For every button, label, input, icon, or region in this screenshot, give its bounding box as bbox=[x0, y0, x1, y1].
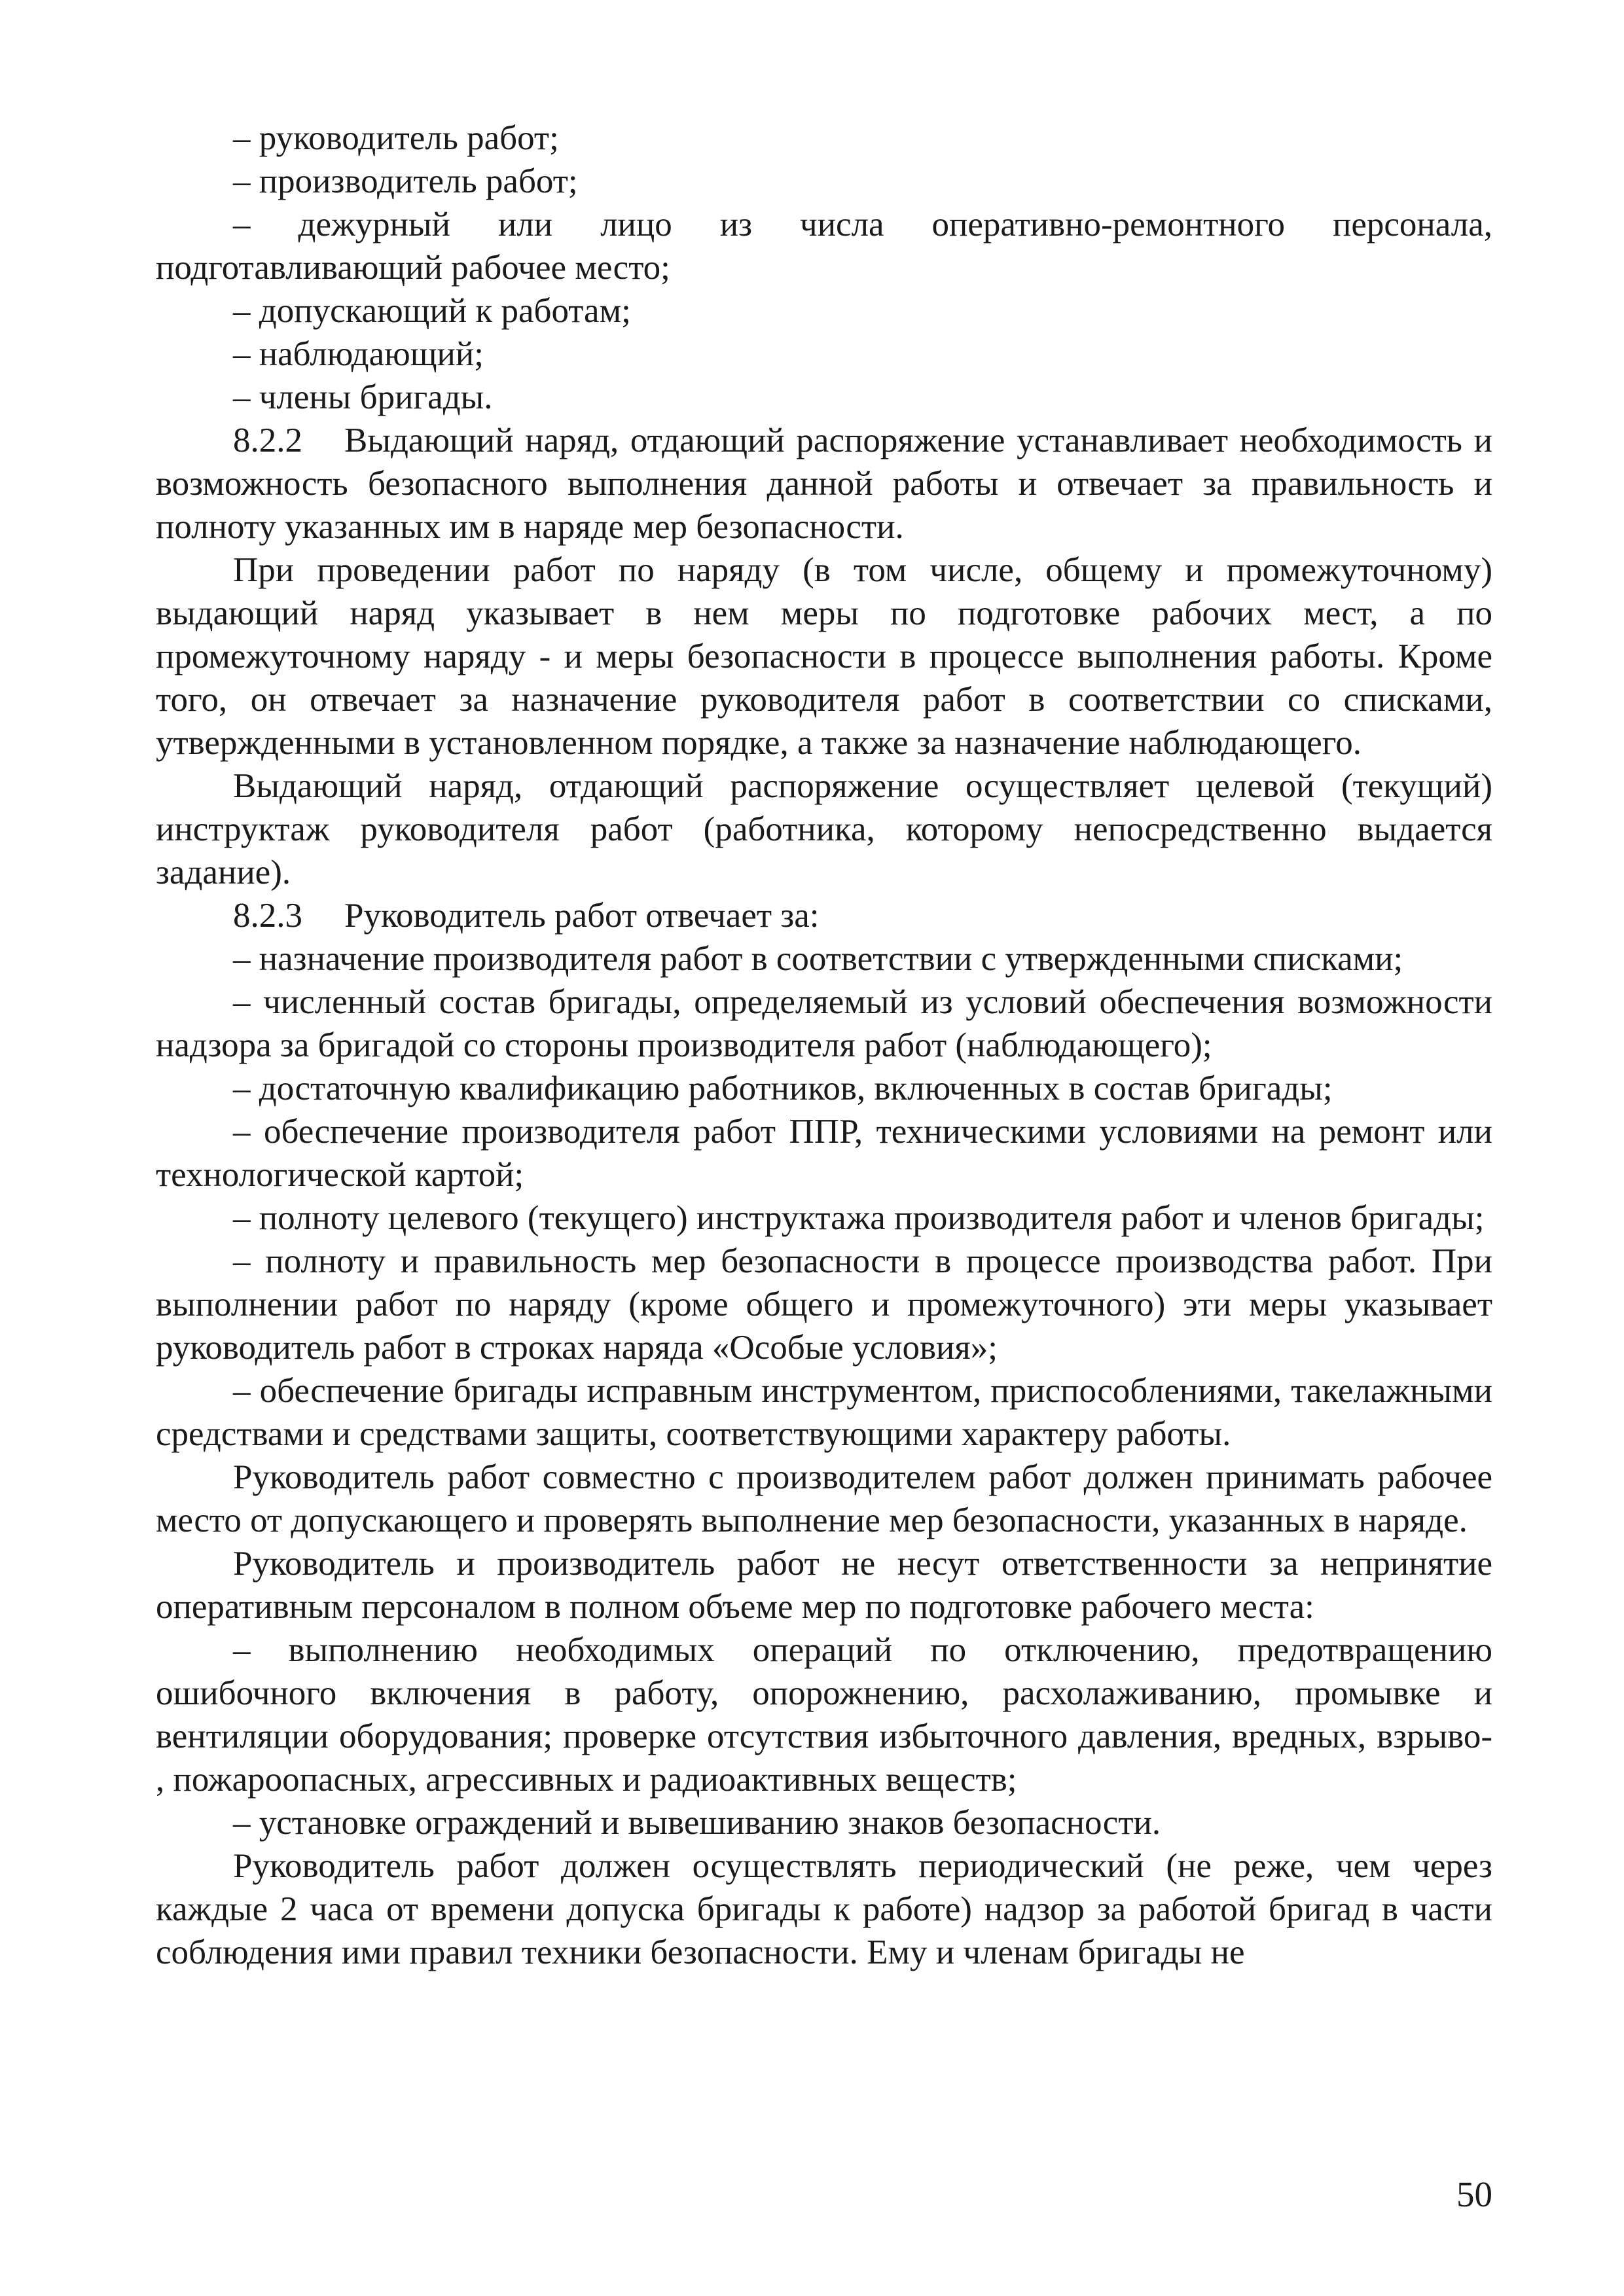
clause-number: 8.2.3 bbox=[233, 897, 302, 935]
list-item-safety-measures: – полноту и правильность мер безопасности в процессе производства работ. При выполнении работ по наряду (кроме общего и промежуточного) эти меры указывает руководитель работ в строках наряда «Особые условия»; bbox=[156, 1242, 1492, 1367]
clause-8-2-3 bbox=[156, 894, 1492, 937]
list-item-assign-producer: – назначение производителя работ в соответствии с утвержденными списками; bbox=[233, 940, 1403, 978]
clause-number: 8.2.2 bbox=[233, 422, 302, 459]
paragraph-periodic-supervision: Руководитель работ должен осуществлять периодический (не реже, чем через каждые 2 часа от времени допуска бригады к работе) надзор за работой бригад в части соблюдения ими правил техники безопасности. Ему и членам бригады не bbox=[156, 1847, 1492, 1971]
list-item-work-supervisor: – руководитель работ; bbox=[233, 119, 559, 157]
list-item-work-producer: – производитель работ; bbox=[233, 162, 578, 200]
list-item-duty-person: – дежурный или лицо из числа оперативно-ремонтного персонала, подготавливающий рабочее место; bbox=[156, 206, 1492, 287]
paragraph-workplace-acceptance: Руководитель работ совместно с производителем работ должен принимать рабочее место от допускающего и проверять выполнение мер безопасности, указанных в наряде. bbox=[156, 1458, 1492, 1539]
list-item-admitter: – допускающий к работам; bbox=[233, 292, 631, 330]
list-item-briefing-completeness: – полноту целевого (текущего) инструктажа производителя работ и членов бригады; bbox=[233, 1199, 1485, 1237]
clause-text: Руководитель работ отвечает за: bbox=[344, 897, 820, 935]
list-item-qualification: – достаточную квалификацию работников, включенных в состав бригады; bbox=[233, 1069, 1333, 1107]
list-item-team-size: – численный состав бригады, определяемый из условий обеспечения возможности надзора за бригадой со стороны производителя работ (наблюдающего); bbox=[156, 983, 1492, 1064]
paragraph-no-responsibility: Руководитель и производитель работ не несут ответственности за непринятие оперативным персоналом в полном объеме мер по подготовке рабочего места: bbox=[156, 1545, 1492, 1626]
clause-text: Выдающий наряд, отдающий распоряжение устанавливает необходимость и возможность безопасного выполнения данной работы и отвечает за правильность и полноту указанных им в наряде мер безопасности. bbox=[156, 422, 1492, 546]
list-item-team-members: – члены бригады. bbox=[233, 378, 493, 416]
paragraph-work-order-measures: При проведении работ по наряду (в том числе, общему и промежуточному) выдающий наряд указывает в нем меры по подготовке рабочих мест, а по промежуточному наряду - и меры безопасности в процессе выполнения работы. Кроме того, он отвечает за назначение руководителя работ в соответствии со списками, утвержденными в установленном порядке, а также за назначение наблюдающего. bbox=[156, 551, 1492, 762]
body-text bbox=[156, 117, 1492, 1974]
clause-8-2-2 bbox=[156, 419, 1492, 548]
list-item-observer: – наблюдающий; bbox=[233, 335, 484, 373]
paragraph-briefing: Выдающий наряд, отдающий распоряжение осуществляет целевой (текущий) инструктаж руководителя работ (работника, которому непосредственно выдается задание). bbox=[156, 767, 1492, 891]
list-item-ppr-provision: – обеспечение производителя работ ППР, техническими условиями на ремонт или технологической картой; bbox=[156, 1113, 1492, 1194]
page-number: 50 bbox=[1456, 2174, 1492, 2214]
list-item-fencing-signs: – установке ограждений и вывешиванию знаков безопасности. bbox=[233, 1804, 1161, 1842]
list-item-tools-provision: – обеспечение бригады исправным инструментом, приспособлениями, такелажными средствами и средствами защиты, соответствующими характеру работы. bbox=[156, 1372, 1492, 1453]
list-item-operations: – выполнению необходимых операций по отключению, предотвращению ошибочного включения в работу, опорожнению, расхолаживанию, промывке и вентиляции оборудования; проверке отсутствия избыточного давления, вредных, взрыво- , пожароопасных, агрессивных и радиоактивных веществ; bbox=[156, 1631, 1492, 1799]
